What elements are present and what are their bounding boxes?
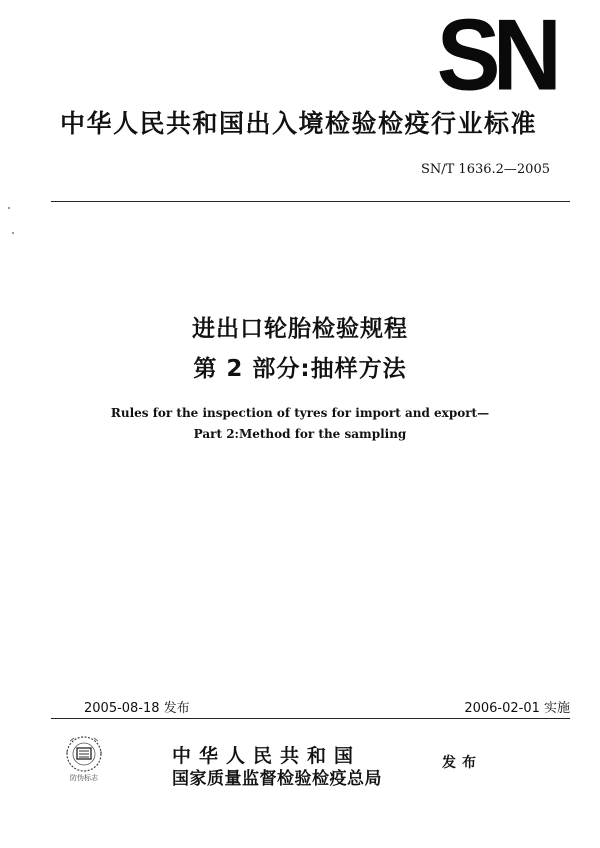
english-title-line-2: Part 2:Method for the sampling xyxy=(193,427,407,441)
issuer-name-line-2: 国家质量监督检验检疫总局 xyxy=(172,769,382,789)
issue-action-label: 发布 xyxy=(442,755,482,771)
seal-text: 防伪标志 xyxy=(70,774,98,782)
industry-standard-title: 中华人民共和国出入境检验检疫行业标准 xyxy=(60,109,538,138)
top-divider xyxy=(51,201,570,202)
bottom-divider xyxy=(51,718,570,719)
implementation-date: 2006-02-01 实施 xyxy=(464,701,570,716)
chinese-title-line-1: 进出口轮胎检验规程 xyxy=(192,316,408,342)
issuer-name-line-1: 中华人民共和国 xyxy=(172,745,362,767)
anti-counterfeit-seal-icon xyxy=(58,732,110,784)
scan-speck xyxy=(12,232,14,234)
issue-date: 2005-08-18 发布 xyxy=(84,701,190,716)
chinese-title-line-2: 第 2 部分:抽样方法 xyxy=(193,356,407,382)
english-title-line-1: Rules for the inspection of tyres for import and export— xyxy=(110,406,490,420)
standard-code: SN/T 1636.2—2005 xyxy=(420,162,550,177)
sn-logo: SN xyxy=(436,0,554,112)
scan-speck xyxy=(8,207,10,209)
